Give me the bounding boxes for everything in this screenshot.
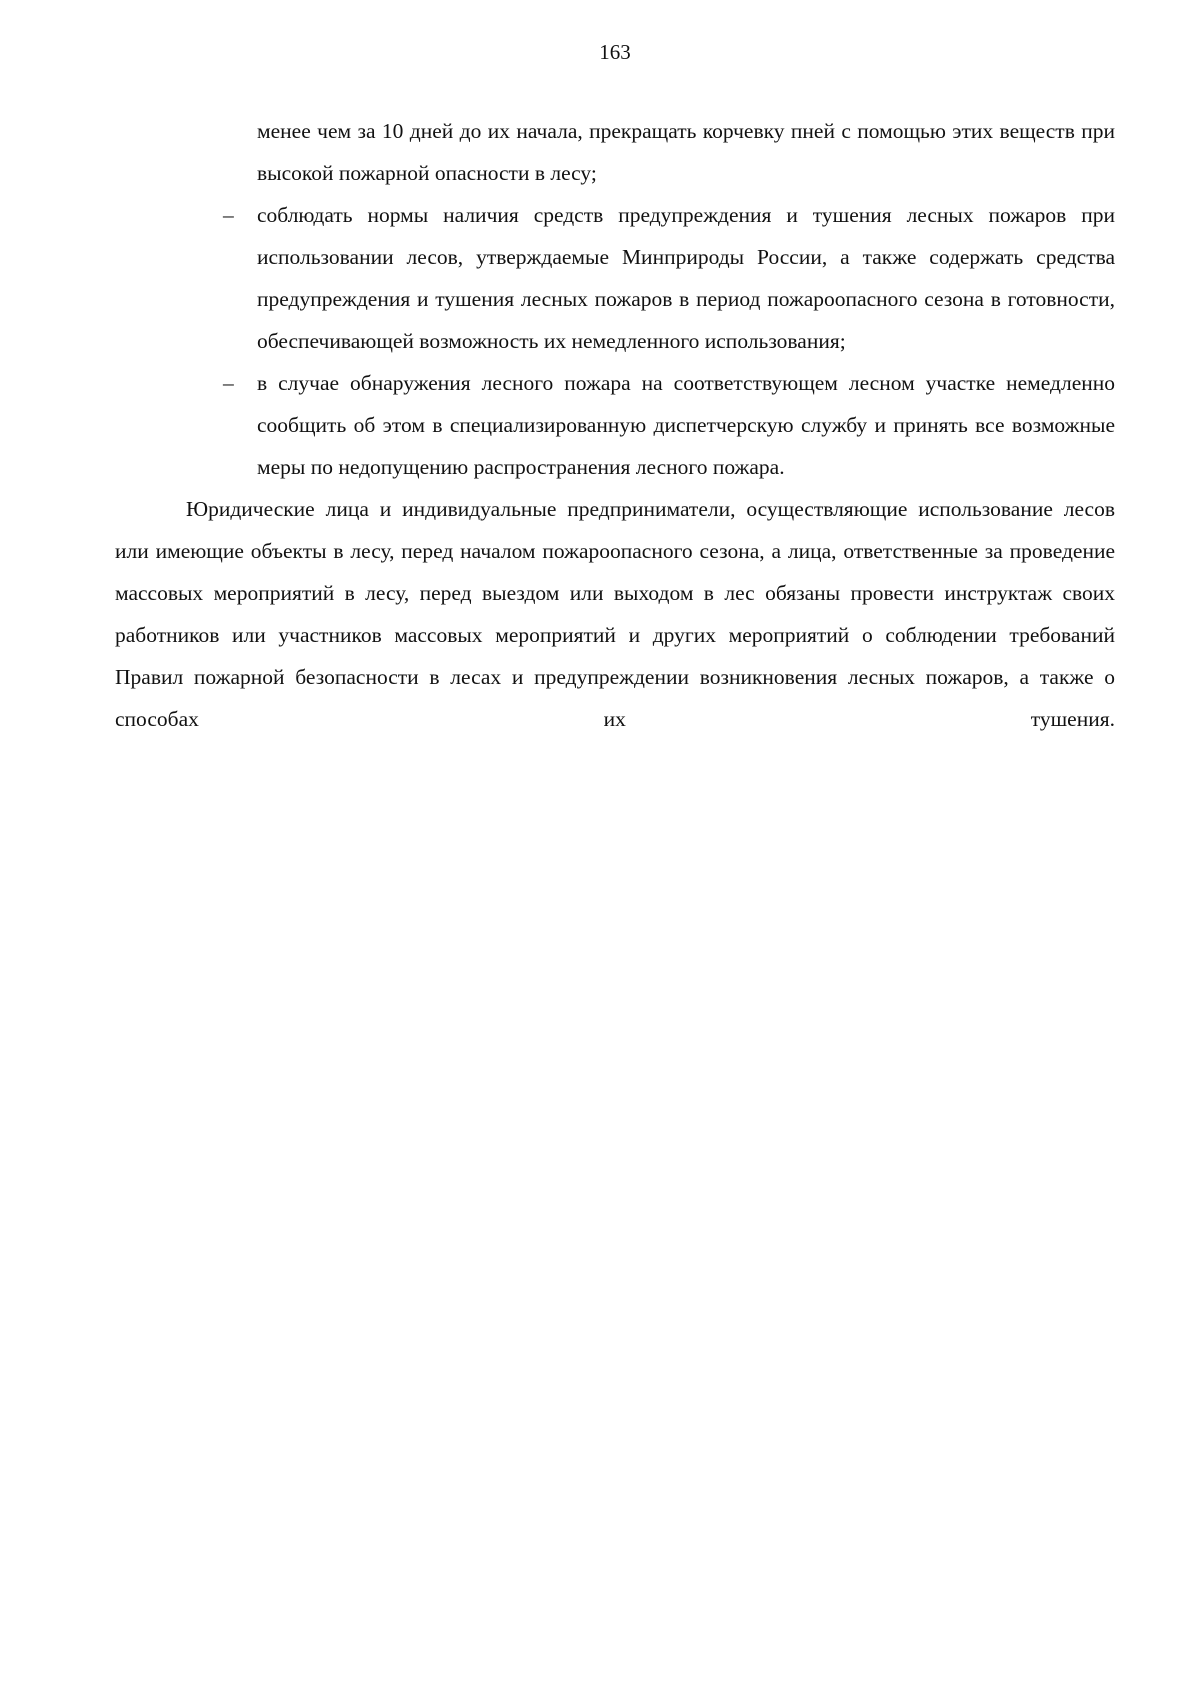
page-number: 163 <box>599 40 631 64</box>
bullet-item <box>223 362 1115 488</box>
continuation-text: менее чем за 10 дней до их начала, прекращать корчевку пней с помощью этих веществ при высокой пожарной опасности в лесу; <box>257 119 1115 185</box>
bullet-text: в случае обнаружения лесного пожара на соответствующем лесном участке немедленно сообщить об этом в специализированную диспетчерскую службу и принять все возможные меры по недопущению распространения лесного пожара. <box>257 371 1115 479</box>
document-body <box>115 110 1115 740</box>
body-paragraph: Юридические лица и индивидуальные предприниматели, осуществляющие использование лесов или имеющие объекты в лесу, перед началом пожароопасного сезона, а лица, ответственные за проведение массовых мероприятий в лесу, перед выездом или выходом в лес обязаны провести инструктаж своих работников или участников массовых мероприятий и других мероприятий о соблюдении требований Правил пожарной безопасности в лесах и предупреждении возникновения лесных пожаров, а также о способах их тушения. <box>115 497 1115 731</box>
bullet-dash: – <box>223 371 234 395</box>
bullet-item <box>223 194 1115 362</box>
bullet-dash: – <box>223 203 234 227</box>
bullet-text: соблюдать нормы наличия средств предупреждения и тушения лесных пожаров при использовании лесов, утверждаемые Минприроды России, а также содержать средства предупреждения и тушения лесных пожаров в период пожароопасного сезона в готовности, обеспечивающей возможность их немедленного использования; <box>257 203 1115 353</box>
